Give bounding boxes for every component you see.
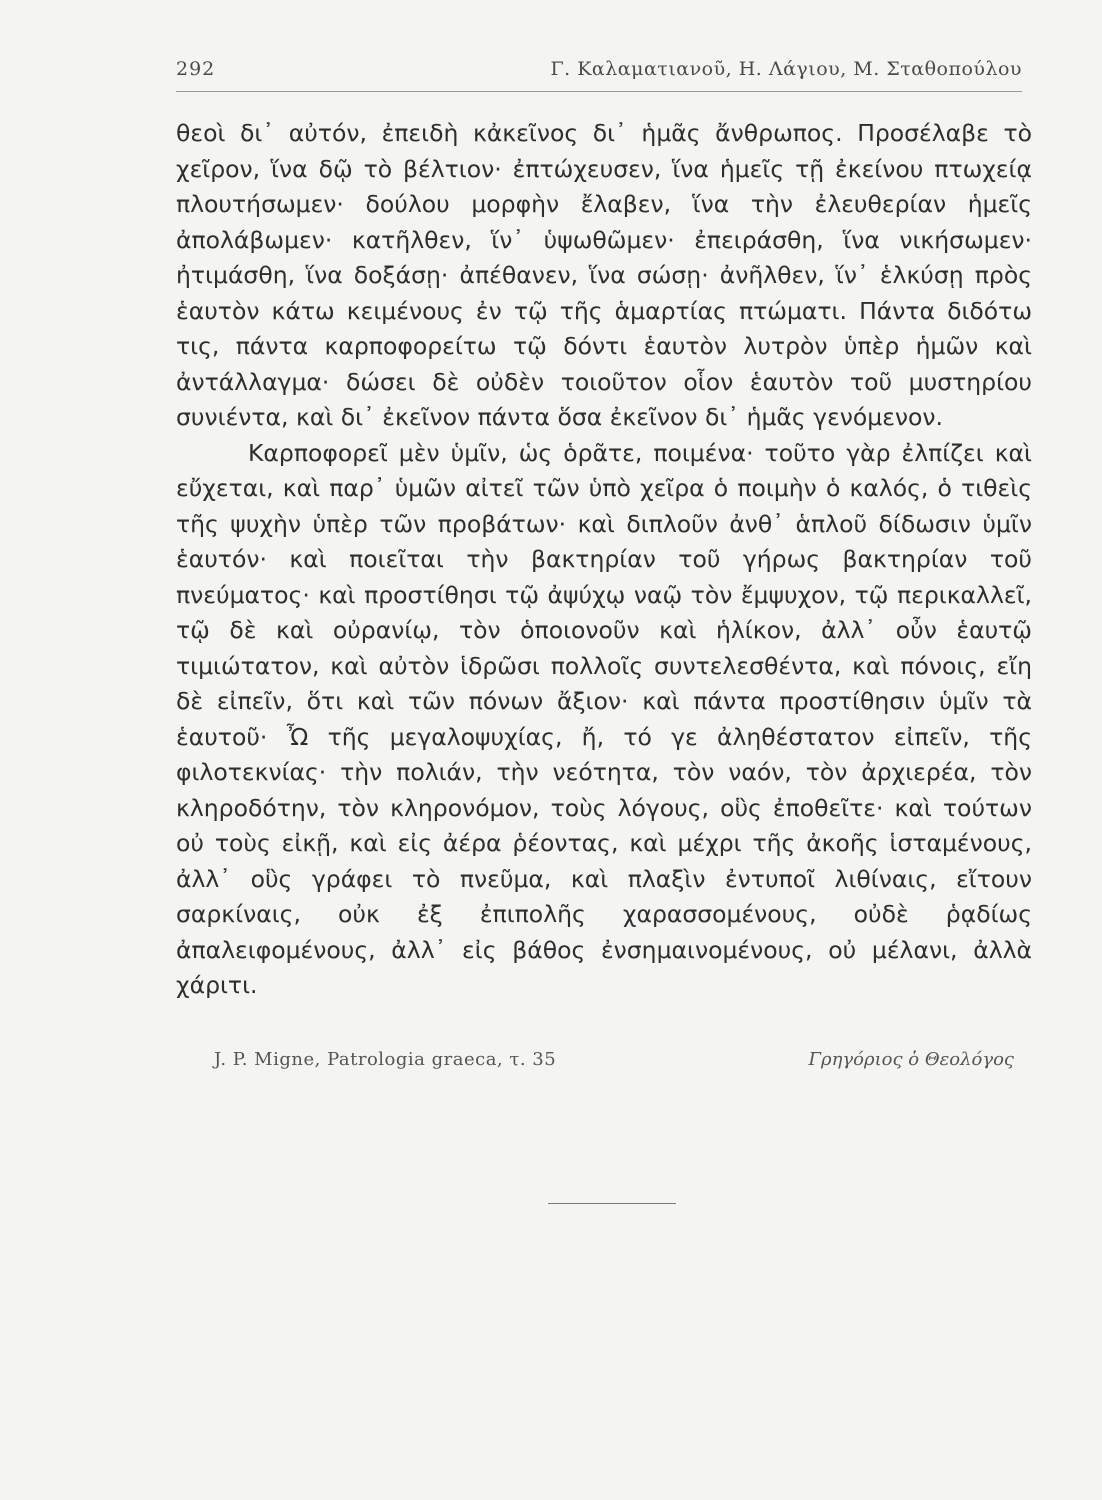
page-number: 292 [176,58,216,80]
header-authors: Γ. Καλαματιανοῦ, Η. Λάγιου, Μ. Σταθοπούλου [550,58,1022,80]
end-rule [548,1203,676,1204]
paragraph-1: θεοὶ δι᾽ αὐτόν, ἐπειδὴ κἀκεῖνος δι᾽ ἡμᾶς ἄνθρωπος. Προσέλαβε τὸ χεῖρον, ἵνα δῷ τὸ βέλτιον· ἐπτώχευσεν, ἵνα ἡμεῖς τῇ ἐκείνου πτωχείᾳ πλουτήσωμεν· δούλου μορφὴν ἔλαβεν, ἵνα τὴν ἐλευθερίαν ἡμεῖς ἀπολάβωμεν· κατῆλθεν, ἵν᾽ ὑψωθῶμεν· ἐπειράσθη, ἵνα νικήσωμεν· ἠτιμάσθη, ἵνα δοξάσῃ· ἀπέθανεν, ἵνα σώσῃ· ἀνῆλθεν, ἵν᾽ ἑλκύσῃ πρὸς ἑαυτὸν κάτω κειμένους ἐν τῷ τῆς ἁμαρτίας πτώματι. Πάντα διδότω τις, πάντα καρποφορείτω τῷ δόντι ἑαυτὸν λυτρὸν ὑπὲρ ἡμῶν καὶ ἀντάλλαγμα· δώσει δὲ οὐδὲν τοιοῦτον οἷον ἑαυτὸν τοῦ μυστηρίου συνιέντα, καὶ δι᾽ ἐκεῖνον πάντα ὅσα ἐκεῖνον δι᾽ ἡμᾶς γενόμενον. [176,119,1032,431]
source-citation: J. P. Migne, Patrologia graeca, τ. 35 [214,1049,557,1070]
running-head [176,50,1022,90]
paragraph-2: Καρποφορεῖ μὲν ὑμῖν, ὡς ὁρᾶτε, ποιμένα· τοῦτο γὰρ ἐλπίζει καὶ εὔχεται, καὶ παρ᾽ ὑμῶν αἰτεῖ τῶν ὑπὸ χεῖρα ὁ ποιμὴν ὁ καλός, ὁ τιθεὶς τῆς ψυχὴν ὑπὲρ τῶν προβάτων· καὶ διπλοῦν ἀνθ᾽ ἁπλοῦ δίδωσιν ὑμῖν ἑαυτόν· καὶ ποιεῖται τὴν βακτηρίαν τοῦ γήρως βακτηρίαν τοῦ πνεύματος· καὶ προστίθησι τῷ ἀψύχῳ ναῷ τὸν ἔμψυχον, τῷ περικαλλεῖ, τῷ δὲ καὶ οὐρανίῳ, τὸν ὁποιονοῦν καὶ ἡλίκον, ἀλλ᾽ οὖν ἑαυτῷ τιμιώτατον, καὶ αὐτὸν ἱδρῶσι πολλοῖς συντελεσθέντα, καὶ πόνοις, εἴη δὲ εἰπεῖν, ὅτι καὶ τῶν πόνων ἄξιον· καὶ πάντα προστίθησιν ὑμῖν τὰ ἑαυτοῦ· Ὦ τῆς μεγαλοψυχίας, ἤ, τό γε ἀληθέστατον εἰπεῖν, τῆς φιλοτεκνίας· τὴν πολιάν, τὴν νεότητα, τὸν ναόν, τὸν ἀρχιερέα, τὸν κληροδότην, τὸν κληρονόμον, τοὺς λόγους, οὓς ἐποθεῖτε· καὶ τούτων οὐ τοὺς εἰκῇ, καὶ εἰς ἀέρα ῥέοντας, καὶ μέχρι τῆς ἀκοῆς ἱσταμένους, ἀλλ᾽ οὓς γράφει τὸ πνεῦμα, καὶ πλαξὶν ἐντυποῖ λιθίναις, εἴτουν σαρκίναις, οὐκ ἐξ ἐπιπολῆς χαρασσομένους, οὐδὲ ῥᾳδίως ἀπαλειφομένους, ἀλλ᾽ εἰς βάθος ἐνσημαινομένους, οὐ μέλανι, ἀλλὰ χάριτι. [176,438,1032,999]
author-attribution: Γρηγόριος ὁ Θεολόγος [808,1049,1014,1070]
header-rule [176,91,1022,92]
main-text [176,116,1032,1004]
source-line [214,1049,1022,1079]
